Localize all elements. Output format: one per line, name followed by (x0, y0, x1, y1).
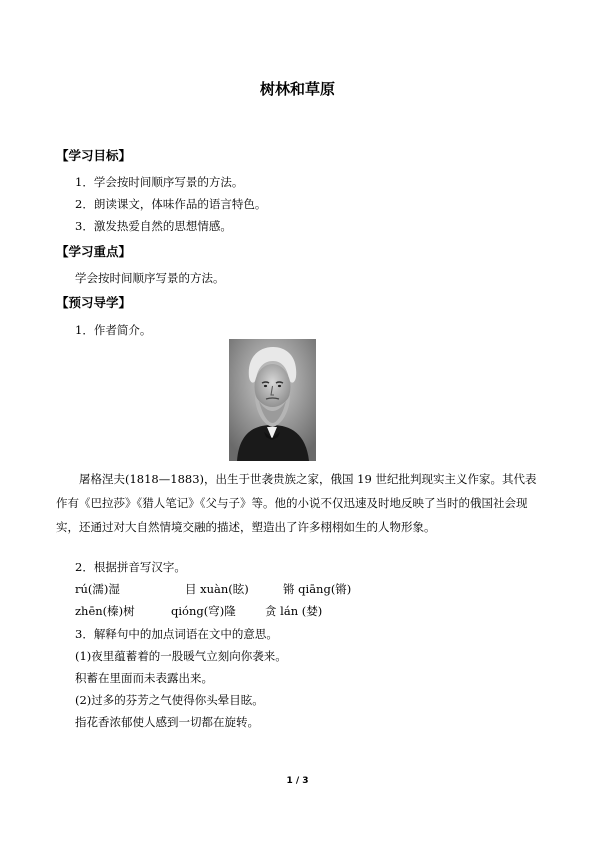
author-portrait (229, 339, 316, 461)
answer-2: 指花香浓郁使人感到一切都在旋转。 (75, 715, 259, 729)
page-title: 树林和草原 (259, 80, 335, 98)
pinyin-item-qiong: qióng(穹)隆 (171, 604, 236, 618)
question-2: 2．根据拼音写汉字。 (75, 560, 186, 574)
author-bio: 屠格涅夫(1818—1883)，出生于世袭贵族之家，俄国 19 世纪批判现实主义作家。其代表作有《巴拉莎》《猎人笔记》《父与子》等。他的小说不仅迅速及时地反映了当时的俄国社会现实，还通过对大自然情境交融的描述，塑造出了许多栩栩如生的人物形象。 (56, 472, 537, 534)
pinyin-item-lan: 贪 lán (婪) (265, 604, 323, 618)
sentence-2: (2)过多的芬芳之气使得你头晕目眩。 (75, 693, 264, 707)
sentence-1: (1)夜里蕴蓄着的一股暖气立刻向你袭来。 (75, 649, 287, 663)
heading-preview: 【预习导学】 (56, 295, 132, 310)
heading-key-points: 【学习重点】 (56, 244, 132, 259)
portrait-image (229, 339, 316, 461)
goal-item-1: 1．学会按时间顺序写景的方法。 (75, 175, 244, 189)
goal-item-3: 3．激发热爱自然的思想情感。 (75, 219, 232, 233)
pinyin-item-xuan: 目 xuàn(眩) (185, 582, 249, 596)
pinyin-item-ru: rú(濡)湿 (75, 582, 120, 596)
question-3: 3．解释句中的加点词语在文中的意思。 (75, 627, 278, 641)
page-number: 1 / 3 (286, 776, 309, 786)
key-point-text: 学会按时间顺序写景的方法。 (75, 271, 225, 285)
pinyin-item-zhen: zhēn(榛)树 (75, 604, 135, 618)
goal-item-2: 2．朗读课文，体味作品的语言特色。 (75, 197, 267, 211)
heading-goals: 【学习目标】 (56, 148, 132, 163)
answer-1: 积蓄在里面而未表露出来。 (75, 671, 213, 685)
pinyin-item-qiang: 锵 qiāng(锵) (283, 582, 352, 596)
question-1: 1．作者简介。 (75, 323, 152, 337)
